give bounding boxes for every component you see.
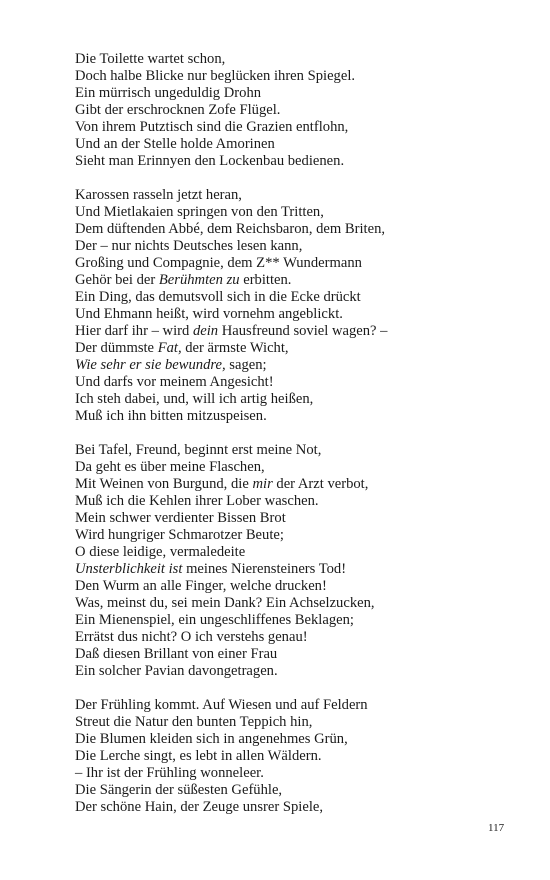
poem-line [75, 238, 515, 255]
poem-line [75, 544, 515, 561]
poem-line [75, 629, 515, 646]
poem-line [75, 408, 515, 425]
poem-line [75, 255, 515, 272]
poem-line [75, 697, 515, 714]
poem-line [75, 510, 515, 527]
poem-line [75, 442, 515, 459]
poem-line [75, 714, 515, 731]
line-text: Wird hungriger Schmarotzer Beute; [75, 527, 284, 543]
line-text: Großing und Compagnie, dem Z** Wundermann [75, 255, 362, 271]
poem-line [75, 391, 515, 408]
poem-line [75, 68, 515, 85]
line-text: Der – nur nichts Deutsches lesen kann, [75, 238, 303, 254]
line-text: Von ihrem Putztisch sind die Grazien entflohn, [75, 119, 349, 135]
italic-text: Berühmten zu [158, 272, 240, 288]
poem-line [75, 323, 515, 340]
line-text: Streut die Natur den bunten Teppich hin, [75, 714, 313, 730]
line-text: Hier darf ihr – wird [75, 323, 193, 339]
line-text: Der dümmste [75, 340, 158, 356]
line-text: Und Ehmann heißt, wird vornehm angeblickt. [75, 306, 343, 322]
line-text: Sieht man Erinnyen den Lockenbau bedienen. [75, 153, 345, 169]
line-text: Der Frühling kommt. Auf Wiesen und auf Feldern [75, 697, 368, 713]
poem-line [75, 357, 515, 374]
poem-line [75, 102, 515, 119]
line-text: erbitten. [239, 272, 292, 288]
line-text: Ein solcher Pavian davongetragen. [75, 663, 278, 679]
line-text: Und Mietlakaien springen von den Tritten, [75, 204, 324, 220]
line-text: Ich steh dabei, und, will ich artig heißen, [75, 391, 314, 407]
line-text: sagen; [225, 357, 267, 373]
poem-line [75, 782, 515, 799]
poem-line [75, 578, 515, 595]
stanza [75, 442, 515, 680]
poem-line [75, 476, 515, 493]
line-text: Die Sängerin der süßesten Gefühle, [75, 782, 283, 798]
line-text: Daß diesen Brillant von einer Frau [75, 646, 278, 662]
stanza [75, 51, 515, 170]
poem-line [75, 612, 515, 629]
poem-line [75, 85, 515, 102]
line-text: Hausfreund soviel wagen? – [218, 323, 388, 339]
poem-line [75, 799, 515, 816]
line-text: Errätst dus nicht? O ich verstehs genau! [75, 629, 308, 645]
poem-line [75, 646, 515, 663]
line-text: Gehör bei der [75, 272, 159, 288]
poem-line [75, 136, 515, 153]
line-text: meines Nierensteiners Tod! [182, 561, 347, 577]
poem-line [75, 561, 515, 578]
italic-text: mir [252, 476, 273, 492]
line-text: Den Wurm an alle Finger, welche drucken! [75, 578, 327, 594]
poem-line [75, 272, 515, 289]
poem-line [75, 493, 515, 510]
poem-line [75, 204, 515, 221]
line-text: Doch halbe Blicke nur beglücken ihren Spiegel. [75, 68, 356, 84]
poem-text [75, 51, 515, 833]
stanza [75, 697, 515, 816]
poem-line [75, 595, 515, 612]
stanza [75, 187, 515, 425]
line-text: Karossen rasseln jetzt heran, [75, 187, 242, 203]
poem-line [75, 289, 515, 306]
italic-text: Fat, [157, 340, 182, 356]
poem-line [75, 221, 515, 238]
line-text: Muß ich die Kehlen ihrer Lober waschen. [75, 493, 319, 509]
poem-line [75, 119, 515, 136]
line-text: Mein schwer verdienter Bissen Brot [75, 510, 286, 526]
line-text: Ein Ding, das demutsvoll sich in die Ecke drückt [75, 289, 361, 305]
poem-line [75, 765, 515, 782]
line-text: Die Toilette wartet schon, [75, 51, 226, 67]
poem-line [75, 51, 515, 68]
line-text: Die Blumen kleiden sich in angenehmes Grün, [75, 731, 348, 747]
poem-line [75, 187, 515, 204]
poem-line [75, 663, 515, 680]
poem-line [75, 527, 515, 544]
line-text: der Arzt verbot, [272, 476, 369, 492]
italic-text: Wie sehr er sie bewundre, [75, 357, 226, 373]
line-text: – Ihr ist der Frühling wonneleer. [75, 765, 264, 781]
line-text: Der schöne Hain, der Zeuge unsrer Spiele, [75, 799, 324, 815]
poem-line [75, 306, 515, 323]
line-text: Muß ich ihn bitten mitzuspeisen. [75, 408, 267, 424]
line-text: Was, meinst du, sei mein Dank? Ein Achselzucken, [75, 595, 375, 611]
line-text: Dem düftenden Abbé, dem Reichsbaron, dem Briten, [75, 221, 386, 237]
poem-line [75, 748, 515, 765]
line-text: Gibt der erschrocknen Zofe Flügel. [75, 102, 281, 118]
line-text: Bei Tafel, Freund, beginnt erst meine Not, [75, 442, 322, 458]
italic-text: Unsterblichkeit ist [75, 561, 183, 577]
line-text: Und darfs vor meinem Angesicht! [75, 374, 274, 390]
poem-line [75, 340, 515, 357]
line-text: der ärmste Wicht, [181, 340, 289, 356]
poem-line [75, 374, 515, 391]
poem-line [75, 459, 515, 476]
line-text: Die Lerche singt, es lebt in allen Wäldern. [75, 748, 322, 764]
page-number: 117 [488, 822, 505, 834]
italic-text: dein [192, 323, 219, 339]
line-text: Da geht es über meine Flaschen, [75, 459, 265, 475]
line-text: Mit Weinen von Burgund, die [75, 476, 253, 492]
line-text: O diese leidige, vermaledeite [75, 544, 246, 560]
poem-line [75, 153, 515, 170]
poem-line [75, 731, 515, 748]
line-text: Und an der Stelle holde Amorinen [75, 136, 275, 152]
line-text: Ein mürrisch ungeduldig Drohn [75, 85, 262, 101]
line-text: Ein Mienenspiel, ein ungeschliffenes Beklagen; [75, 612, 354, 628]
